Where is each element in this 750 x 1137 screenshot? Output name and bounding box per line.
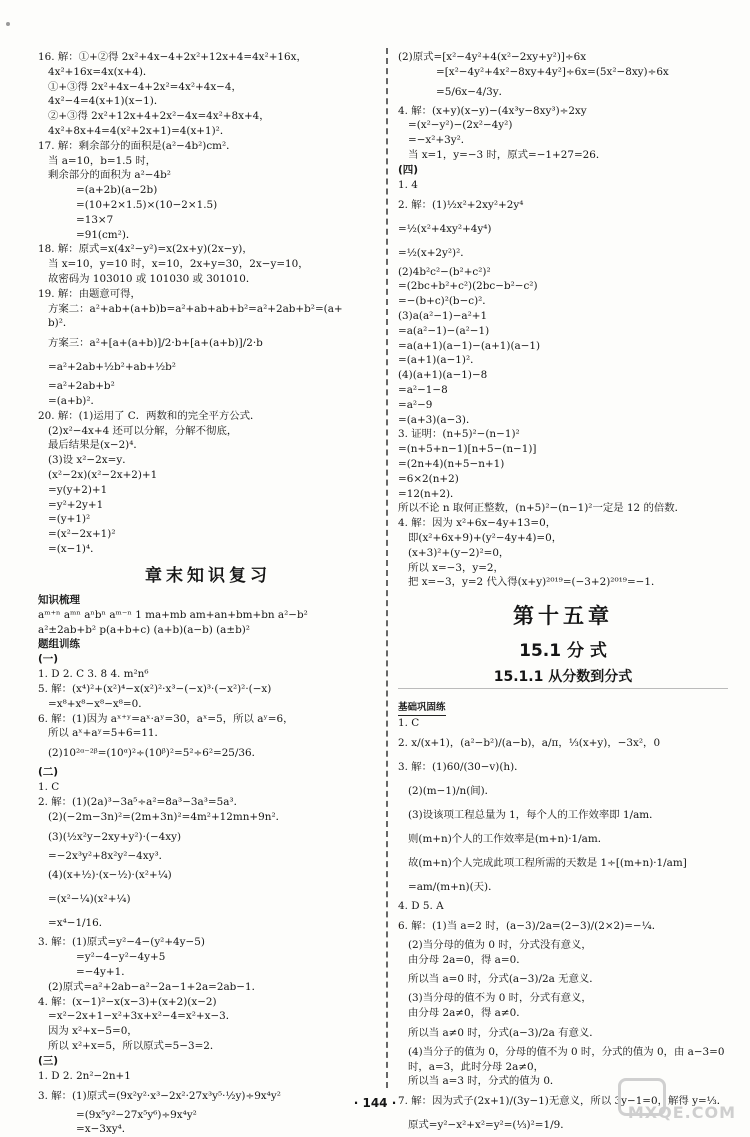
answer-line: =x⁸+x⁸−x⁸−x⁸=0． <box>48 697 149 710</box>
section-label: (四) <box>398 163 419 176</box>
answer-line: =91(cm²)． <box>76 228 137 241</box>
right-column <box>398 50 728 1137</box>
chapter-title: 章末知识复习 <box>145 565 271 586</box>
answer-line: 2. 解：(1)½x²+2xy²+2y⁴ <box>398 198 524 211</box>
answer-line: 把 x=−3，y=2 代入得(x+y)²⁰¹⁹=(−3+2)²⁰¹⁹=−1． <box>408 576 662 589</box>
answer-line: 3. 解：(1)60/(30−v)(h)． <box>398 760 525 773</box>
section-title: 15.1 分 式 <box>519 641 607 662</box>
answer-line: =a²−1−8 <box>398 383 448 396</box>
answer-line: =(x−1)⁴． <box>48 542 101 555</box>
answer-line: =(x²−¼)(x²+¼) <box>48 893 131 906</box>
section-label: (二) <box>38 766 59 779</box>
answer-line: =(9x⁵y²−27x⁵y⁶)÷9x⁴y² <box>76 1108 197 1121</box>
answer-line: 当 x=10，y=10 时，x=10，2x+y=30，2x−y=10， <box>48 258 309 271</box>
watermark-text: MXQE.COM <box>627 1103 736 1122</box>
answer-line: 17. 解：剩余部分的面积是(a²−4b²)cm²． <box>38 139 237 152</box>
answer-line: (2)(−2m−3n)²=(2m+3n)²=4m²+12mn+9n²． <box>48 810 286 823</box>
answer-line: =(x²−2x+1)² <box>48 528 116 541</box>
answer-line: =y²−4−y²−4y+5 <box>76 951 166 964</box>
answer-line: (3)设 x²−2x=y． <box>48 454 133 467</box>
answer-line: =(n+5+n−1)[n+5−(n−1)] <box>398 443 537 456</box>
answer-line: 4x²−4=4(x+1)(x−1)． <box>48 95 165 108</box>
answer-line: 则(m+n)个人的工作效率是(m+n)·1/am． <box>408 832 609 845</box>
answer-line: aᵐ⁺ⁿ aᵐⁿ aⁿbⁿ aᵐ⁻ⁿ 1 ma+mb am+an+bm+bn a²−b² <box>38 608 308 621</box>
answer-line: 1. C <box>398 717 420 730</box>
answer-line: (2)原式=[x²−4y²+4(x²−2xy+y²)]÷6x <box>398 51 587 63</box>
answer-line: 4. 解：因为 x²+6x−4y+13=0， <box>398 517 557 530</box>
answer-line: =12(n+2)． <box>398 487 461 500</box>
answer-line: (x+3)²+(y−2)²=0， <box>408 546 510 559</box>
answer-line: 1. D 2. 2n²−2n+1 <box>38 1069 131 1082</box>
answer-line: (x²−2x)(x²−2x+2)+1 <box>48 468 158 481</box>
answer-line: 方案三：a²+[a+(a+b)]/2·b+[a+(a+b)]/2·b <box>48 337 263 350</box>
answer-line: 4. D 5. A <box>398 899 444 912</box>
watermark <box>616 1078 736 1122</box>
section-label: 知识梳理 <box>38 593 80 606</box>
answer-line: 方案二：a²+ab+(a+b)b=a²+ab+ab+b²=a²+2ab+b²=(a+ <box>48 302 343 315</box>
answer-line: 19. 解：由题意可得， <box>38 287 141 300</box>
answer-line: (4)(x+½)·(x−½)·(x²+¼) <box>48 869 172 882</box>
answer-line: =x²−2x+1−x²+3x+x²−4=x²+x−3． <box>48 1010 237 1023</box>
answer-line: 3. 解：(1)原式=y²−4−(y²+4y−5) <box>38 936 205 949</box>
answer-line: (2)当分母的值为 0 时，分式没有意义， <box>408 938 592 951</box>
answer-line: 7. 解：因为式子(2x+1)/(3y−1)无意义，所以 3y−1=0，解得 y=⅓． <box>398 1095 728 1108</box>
answer-line: =(10+2×1.5)×(10−2×1.5) <box>76 198 218 211</box>
answer-line: =6×2(n+2) <box>398 472 459 485</box>
answer-line: 剩余部分的面积为 a²−4b² <box>48 169 171 182</box>
answer-line: =a²+2ab+b² <box>48 380 115 393</box>
answer-line: =a(a+1)(a−1)−(a+1)(a−1) <box>398 339 541 352</box>
answer-line: 故(m+n)个人完成此项工程所需的天数是 1÷[(m+n)·1/am] <box>408 856 687 869</box>
answer-line: 所以当 a=3 时，分式的值为 0． <box>408 1075 561 1088</box>
corner-mark <box>6 22 10 26</box>
answer-line: =x⁴−1/16． <box>48 917 110 930</box>
answer-line: =a²−9 <box>398 398 433 411</box>
answer-line: 所以 x²+x=5，所以原式=5−3=2． <box>48 1040 221 1053</box>
answer-line: (2)10²ᵅ⁻²ᵝ=(10ᵅ)²÷(10ᵝ)²=5²÷6²=25/36． <box>48 747 263 760</box>
answer-line: =(a+1)(a−1)²． <box>398 354 481 367</box>
answer-line: =(x²−y²)−(2x²−4y²) <box>408 119 513 132</box>
answer-line: 6. 解：(1)因为 aˣ⁺ʸ=aˣ·aʸ=30，aˣ=5，所以 aʸ=6， <box>38 712 294 725</box>
answer-line: 原式=y²−x²+x²=y²=(⅓)²=1/9． <box>408 1119 571 1132</box>
answer-line: 16. 解：①+②得 2x²+4x−4+2x²+12x+4=4x²+16x， <box>38 51 307 63</box>
answer-line: 1. D 2. C 3. 8 4. m²n⁶ <box>38 668 149 681</box>
answer-line: =y(y+2)+1 <box>48 483 108 496</box>
answer-line: =½(x+2y²)²． <box>398 246 471 259</box>
section-label: (一) <box>38 653 59 666</box>
answer-line: =x−3xy⁴． <box>76 1123 133 1136</box>
answer-line: 4. 解：(x−1)²−x(x−3)+(x+2)(x−2) <box>38 995 217 1008</box>
answer-line: (2)x²−4x+4 还可以分解，分解不彻底， <box>48 424 238 437</box>
answer-line: =½(x²+4xy²+4y⁴) <box>398 222 492 235</box>
column-divider <box>386 48 388 1088</box>
answer-line: =(y+1)² <box>48 513 91 526</box>
left-column <box>38 50 378 1137</box>
answer-line: 所以 aˣ+aʸ=5+6=11． <box>48 727 165 740</box>
answer-line: 3. 证明：(n+5)²−(n−1)² <box>398 428 520 441</box>
answer-line: a²±2ab+b² p(a+b+c) (a+b)(a−b) (a±b)² <box>38 623 250 636</box>
answer-line: =−2x³y²+8x²y²−4xy³． <box>48 849 170 862</box>
answer-line: 所以 x=−3，y=2， <box>408 561 504 574</box>
answer-line: (4)当分子的值为 0，分母的值不为 0 时，分式的值为 0，由 a−3=0 <box>408 1045 725 1058</box>
section-title: 15.1.1 从分数到分式 <box>398 666 728 689</box>
answer-line: (3)a(a²−1)−a²+1 <box>398 309 488 322</box>
answer-line: =(2bc+b²+c²)(2bc−b²−c²) <box>398 280 538 293</box>
answer-line: 当 a=10，b=1.5 时， <box>48 154 157 167</box>
page-number: · 144 · <box>353 1096 397 1110</box>
answer-line: 4x²+16x=4x(x+4)． <box>48 65 154 78</box>
section-label: 题组训练 <box>38 638 80 651</box>
answer-line: (4)(a+1)(a−1)−8 <box>398 369 488 382</box>
answer-line: =am/(m+n)(天)． <box>408 880 499 893</box>
chapter-title: 第十五章 <box>513 604 613 629</box>
answer-line: 1. C <box>38 781 60 794</box>
section-label: 基础巩固练 <box>398 701 446 716</box>
answer-line: 2. x/(x+1)，(a²−b²)/(a−b)，a/π，⅓(x+y)，−3x²，0 <box>398 736 661 749</box>
answer-line: 由分母 2a=0，得 a=0． <box>408 953 527 966</box>
answer-line: =a²+2ab+½b²+ab+½b² <box>48 361 176 374</box>
answer-line: 18. 解：原式=x(4x²−y²)=x(2x+y)(2x−y)， <box>38 243 253 256</box>
answer-line: 所以不论 n 取何正整数，(n+5)²−(n−1)²一定是 12 的倍数． <box>398 502 686 515</box>
answer-line: ②+③得 2x²+12x+4+2x²−4x=4x²+8x+4， <box>48 110 270 123</box>
answer-line: 4x²+8x+4=4(x²+2x+1)=4(x+1)²． <box>48 124 231 137</box>
answer-line: 4. 解：(x+y)(x−y)−(4x³y−8xy³)÷2xy <box>398 104 587 117</box>
answer-line: 3. 解：(1)原式=(9x²y²·x³−2x²·27x³y⁵·½y)÷9x⁴y² <box>38 1089 281 1102</box>
answer-line: (2)原式=a²+2ab−a²−2a−1+2a=2ab−1． <box>48 980 263 993</box>
answer-line: 20. 解：(1)运用了 C．两数和的完全平方公式． <box>38 409 261 422</box>
answer-line: 所以当 a=0 时，分式(a−3)/2a 无意义． <box>408 973 600 986</box>
answer-line: =−x²+3y²． <box>408 134 472 147</box>
answer-line: (3)设该项工程总量为 1，每个人的工作效率即 1/am． <box>408 808 660 821</box>
answer-line: 故密码为 103010 或 101030 或 301010． <box>48 272 257 285</box>
answer-line: 6. 解：(1)当 a=2 时，(a−3)/2a=(2−3)/(2×2)=−¼． <box>398 919 663 932</box>
answer-line: =−4y+1． <box>76 966 132 979</box>
section-label: (三) <box>38 1054 59 1067</box>
answer-line: (3)(½x²y−2xy+y²)·(−4xy) <box>48 830 182 843</box>
answer-line: =−(b+c)²(b−c)²． <box>398 295 493 308</box>
answer-line: ①+③得 2x²+4x−4+2x²=4x²+4x−4， <box>48 80 242 93</box>
answer-line: =(2n+4)(n+5−n+1) <box>398 457 505 470</box>
answer-line: (2)(m−1)/n(间)． <box>408 784 496 797</box>
answer-line: 最后结果是(x−2)⁴． <box>48 439 144 452</box>
answer-line: =y²+2y+1 <box>48 498 104 511</box>
answer-line: b)²． <box>48 317 74 330</box>
answer-line: (2)4b²c²−(b²+c²)² <box>398 265 491 278</box>
answer-line: =5/6x−4/3y． <box>436 85 509 98</box>
answer-line: 2. 解：(1)(2a)³−3a⁵÷a²=8a³−3a³=5a³． <box>38 796 244 809</box>
answer-line: 时，a=3，此时分母 2a≠0， <box>408 1060 545 1073</box>
answer-line: =(a+b)²． <box>48 394 101 407</box>
answer-line: 1. 4 <box>398 178 418 191</box>
answer-line: 即(x²+6x+9)+(y²−4y+4)=0， <box>408 531 563 544</box>
answer-line: =[x²−4y²+4x²−8xy+4y²]÷6x=(5x²−8xy)÷6x <box>436 65 669 78</box>
answer-line: 由分母 2a≠0，得 a≠0． <box>408 1007 527 1020</box>
answer-line: 所以当 a≠0 时，分式(a−3)/2a 有意义． <box>408 1026 600 1039</box>
answer-line: 当 x=1，y=−3 时，原式=−1+27=26． <box>408 148 607 161</box>
answer-line: =13×7 <box>76 213 114 226</box>
answer-line: =(a+2b)(a−2b) <box>76 184 158 197</box>
answer-line: =a(a²−1)−(a²−1) <box>398 324 490 337</box>
answer-line: =(a+3)(a−3)． <box>398 413 477 426</box>
answer-line: 因为 x²+x−5=0， <box>48 1025 138 1038</box>
answer-line: (3)当分母的值不为 0 时，分式有意义， <box>408 992 592 1005</box>
answer-line: 5. 解：(x⁴)²+(x²)⁴−x(x²)²·x³−(−x)³·(−x²)²·(−x) <box>38 683 272 696</box>
